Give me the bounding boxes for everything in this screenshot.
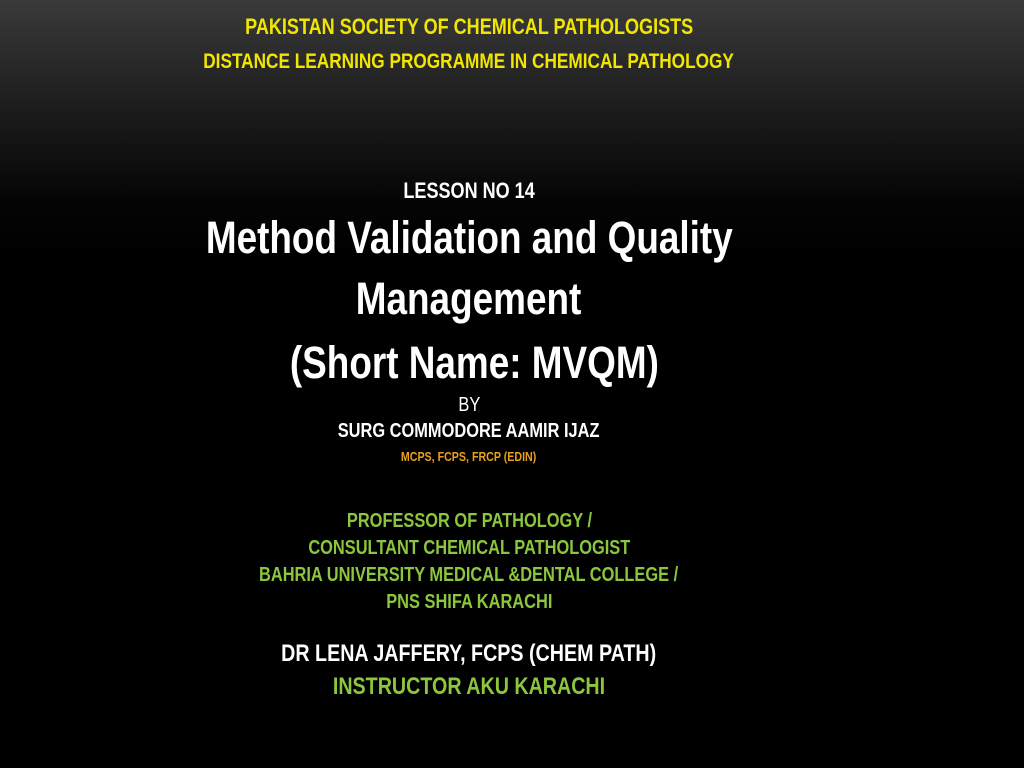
by-label: BY xyxy=(458,394,480,416)
instructor-role: INSTRUCTOR AKU KARACHI xyxy=(332,673,606,700)
society-title: PAKISTAN SOCIETY OF CHEMICAL PATHOLOGISTS xyxy=(244,14,693,39)
affiliation-line: PNS SHIFA KARACHI xyxy=(385,591,553,613)
affiliation-line: CONSULTANT CHEMICAL PATHOLOGIST xyxy=(308,537,630,559)
affiliation-line: BAHRIA UNIVERSITY MEDICAL &DENTAL COLLEGE / xyxy=(259,564,679,586)
presenter-name: SURG COMMODORE AAMIR IJAZ xyxy=(338,420,600,442)
lesson-short-name: (Short Name: MVQM) xyxy=(279,337,659,388)
presenter-qualifications: MCPS, FCPS, FRCP (EDIN) xyxy=(401,449,537,464)
lesson-number: LESSON NO 14 xyxy=(403,178,535,203)
lesson-title-line-2: Management xyxy=(356,273,582,324)
programme-title: DISTANCE LEARNING PROGRAMME IN CHEMICAL PATHOLOGY xyxy=(203,50,735,73)
lesson-title-line-1: Method Validation and Quality xyxy=(205,212,733,263)
instructor-name: DR LENA JAFFERY, FCPS (CHEM PATH) xyxy=(281,640,657,667)
affiliation-line: PROFESSOR OF PATHOLOGY / xyxy=(346,510,592,532)
